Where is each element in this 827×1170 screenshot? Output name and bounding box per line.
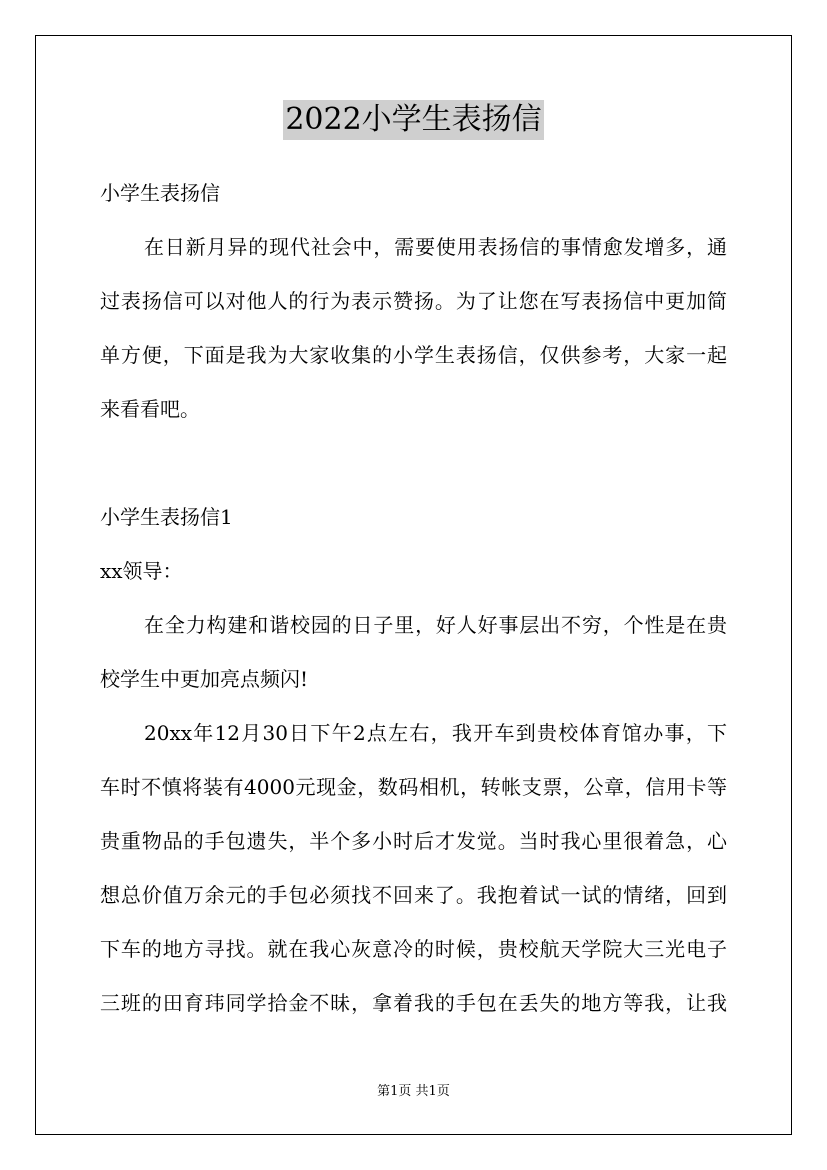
intro-line: 单方便，下面是我为大家收集的小学生表扬信，仅供参考，大家一起 xyxy=(100,343,727,367)
intro-line: 在日新月异的现代社会中，需要使用表扬信的事情愈发增多，通 xyxy=(144,235,727,259)
paragraph-gap xyxy=(100,436,727,490)
page-footer xyxy=(0,1082,827,1102)
intro-line: 过表扬信可以对他人的行为表示赞扬。为了让您在写表扬信中更加简 xyxy=(100,289,727,313)
salutation: xx领导： xyxy=(100,559,183,583)
paragraph-line: 下车的地方寻找。就在我心灰意冷的时候，贵校航天学院大三光电子 xyxy=(100,937,727,961)
paragraph-line: 想总价值万余元的手包必须找不回来了。我抱着试一试的情绪，回到 xyxy=(100,883,727,907)
intro-line: 来看看吧。 xyxy=(100,397,200,421)
document-subtitle: 小学生表扬信 xyxy=(100,181,220,205)
paragraph-line: 三班的田育玮同学拾金不昧，拿着我的手包在丢失的地方等我，让我 xyxy=(100,991,727,1015)
section-heading: 小学生表扬信1 xyxy=(100,505,233,529)
document-title xyxy=(0,100,827,140)
paragraph-line: 贵重物品的手包遗失，半个多小时后才发觉。当时我心里很着急，心 xyxy=(100,829,727,853)
paragraph-line: 在全力构建和谐校园的日子里，好人好事层出不穷，个性是在贵 xyxy=(144,613,727,637)
document-title-text: 2022小学生表扬信 xyxy=(283,100,543,140)
paragraph-line: 车时不慎将装有4000元现金，数码相机，转帐支票，公章，信用卡等 xyxy=(100,775,727,799)
paragraph-line: 校学生中更加亮点频闪! xyxy=(100,667,309,691)
paragraph-line: 20xx年12月30日下午2点左右，我开车到贵校体育馆办事，下 xyxy=(144,721,727,745)
page-number: 第1页 共1页 xyxy=(377,1084,450,1099)
document-body xyxy=(100,166,727,1030)
